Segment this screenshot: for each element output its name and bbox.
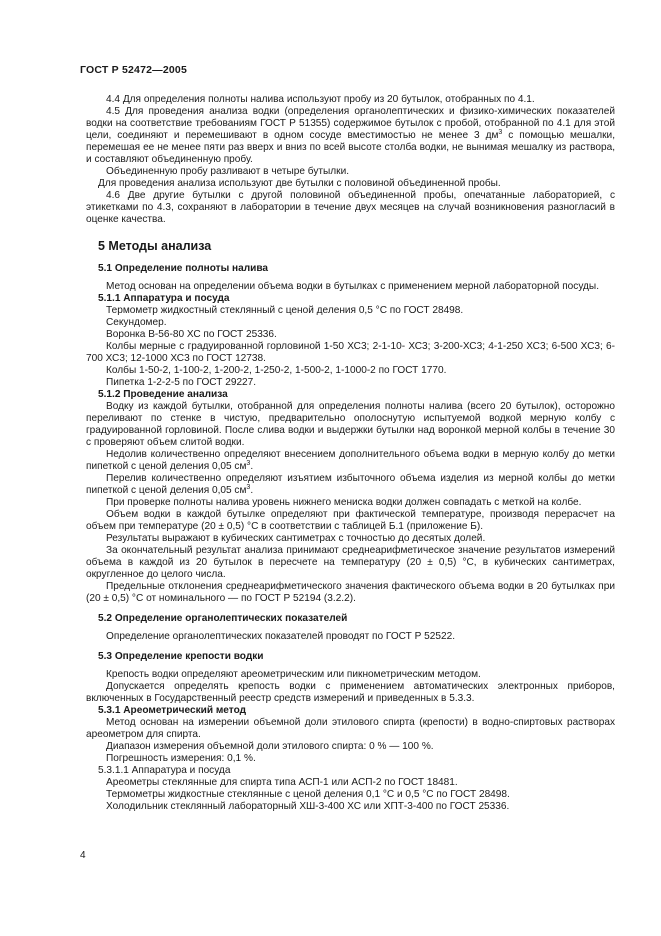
paragraph-4-5 (86, 106, 615, 166)
underfill-text: Недолив количественно определяют внесением дополнительного объема водки в мерную колбу до метки пипеткой с ценой деления 0,05 см (86, 449, 615, 472)
section-5-3-paragraph: Крепость водки определяют ареометрическим или пикнометрическим методом. (106, 669, 481, 680)
paragraph-4-5-text-a: 4.5 Для проведения анализа водки (определения органолептических и физико-химических показателей водки на соответствие требованиям ГОСТ Р 51355) содержимое бутылок с пробой, отобранной по 4.1 для этой цели, соединяют и перемешивают в одном сосуде вместимостью не менее 3 дм (86, 106, 615, 141)
section-5-3-heading: 5.3 Определение крепости водки (98, 651, 264, 662)
superscript-3: 3 (498, 129, 503, 136)
equipment-item: Воронка В-56-80 ХС по ГОСТ 25336. (106, 329, 277, 340)
paragraph-4-5-c: Объединенную пробу разливают в четыре бутылки. (106, 166, 350, 177)
overfill-text: Перелив количественно определяют изъятием избыточного объема изделия из мерной колбы до метки пипеткой с ценой деления 0,05 см (86, 473, 615, 496)
section-5-1-2-heading: 5.1.2 Проведение анализа (98, 389, 228, 400)
section-5-3-1-paragraph: Погрешность измерения: 0,1 %. (106, 753, 256, 764)
analysis-paragraph: При проверке полноты налива уровень нижнего мениска водки должен совпадать с меткой на колбе. (106, 497, 582, 508)
period: . (250, 485, 254, 496)
document-id-header: ГОСТ Р 52472—2005 (80, 64, 188, 76)
section-5-3-1-1-heading: 5.3.1.1 Аппаратура и посуда (98, 765, 231, 776)
superscript-3: 3 (246, 484, 251, 491)
analysis-paragraph (86, 449, 615, 473)
paragraph-4-6: 4.6 Две другие бутылки с другой половиной объединенной пробы, опечатанные лабораторией, с этикетками по 4.3, сохраняют в лаборатории в течение двух месяцев на случай возникновения разногласий в оценке качества. (86, 190, 615, 225)
section-5-1-1-heading: 5.1.1 Аппаратура и посуда (98, 293, 230, 304)
section-5-3-1-heading: 5.3.1 Ареометрический метод (98, 705, 247, 716)
analysis-paragraph: Водку из каждой бутылки, отобранной для определения полноты налива (всего 20 бутылок), осторожно переливают по стенке в чистую, предварительно ополоснутую испытуемой водкой мерную колбу с градуированной горловиной. После слива водки и выдержки бутылки над воронкой мерной колбы в течение 30 с проверяют объем слитой водки. (86, 401, 615, 448)
analysis-paragraph: Предельные отклонения среднеарифметического значения фактического объема водки в 20 бутылках при (20 ± 0,5) °С от номинального — по ГОСТ Р 52194 (3.2.2). (86, 581, 615, 604)
analysis-paragraph: Результаты выражают в кубических сантиметрах с точностью до десятых долей. (106, 533, 486, 544)
superscript-3: 3 (246, 460, 251, 467)
equipment-item: Ареометры стеклянные для спирта типа АСП-1 или АСП-2 по ГОСТ 18481. (106, 777, 458, 788)
section-5-1-intro: Метод основан на определении объема водки в бутылках с применением мерной лабораторной посуды. (106, 281, 599, 292)
section-5-2-paragraph: Определение органолептических показателей проводят по ГОСТ Р 52522. (106, 631, 456, 642)
equipment-item: Колбы мерные с градуированной горловиной 1-50 ХС3; 2-1-10- ХС3; 3-200-ХС3; 4-1-250 ХС3; 6-500 ХС3; 6-700 ХС3; 12-1000 ХС3 по ГОСТ 12738. (86, 341, 615, 364)
equipment-item: Холодильник стеклянный лабораторный ХШ-3-400 ХС или ХПТ-3-400 по ГОСТ 25336. (106, 801, 510, 812)
paragraph-4-4: 4.4 Для определения полноты налива используют пробу из 20 бутылок, отобранных по 4.1. (106, 94, 535, 105)
section-5-1-heading: 5.1 Определение полноты налива (98, 263, 269, 274)
paragraph-4-5-text-b: с помощью мешалки, перемешая ее не менее пяти раз вверх и вниз по всей высоте столба водки, не вынимая мешалку из раствора, и составляют объединенную пробу. (86, 130, 615, 165)
equipment-item: Колбы 1-50-2, 1-100-2, 1-200-2, 1-250-2, 1-500-2, 1-1000-2 по ГОСТ 1770. (106, 365, 447, 376)
equipment-item: Термометры жидкостные стеклянные с ценой деления 0,1 °С и 0,5 °С по ГОСТ 28498. (106, 789, 510, 800)
section-5-3-paragraph: Допускается определять крепость водки с применением автоматических электронных приборов, включенных в Государственный реестр средств измерений и приведенных в 5.3.3. (86, 681, 615, 704)
equipment-item: Пипетка 1-2-2-5 по ГОСТ 29227. (106, 377, 257, 388)
analysis-paragraph (86, 473, 615, 497)
paragraph-4-5-d: Для проведения анализа используют две бутылки с половиной объединенной пробы. (98, 178, 501, 189)
equipment-item: Термометр жидкостный стеклянный с ценой деления 0,5 °С по ГОСТ 28498. (106, 305, 464, 316)
section-5-3-1-paragraph: Метод основан на измерении объемной доли этилового спирта (крепости) в водно-спиртовых растворах ареометром для спирта. (86, 717, 615, 740)
section-5-heading: 5 Методы анализа (98, 239, 212, 253)
analysis-paragraph: За окончательный результат анализа принимают среднеарифметическое значение результатов измерений объема в каждой из 20 бутылок в пересчете на температуру (20 ± 0,5) °С, в кубических сантиметрах, округленное до целого числа. (86, 545, 615, 580)
period: . (250, 461, 254, 472)
document-body (86, 94, 615, 813)
page-number: 4 (80, 850, 86, 861)
analysis-paragraph: Объем водки в каждой бутылке определяют при фактической температуре, производя перерасчет на объем при температуре (20 ± 0,5) °С в соответствии с таблицей Б.1 (приложение Б). (86, 509, 615, 532)
section-5-3-1-paragraph: Диапазон измерения объемной доли этилового спирта: 0 % — 100 %. (106, 741, 434, 752)
equipment-item: Секундомер. (106, 317, 167, 328)
section-5-2-heading: 5.2 Определение органолептических показателей (98, 613, 348, 624)
